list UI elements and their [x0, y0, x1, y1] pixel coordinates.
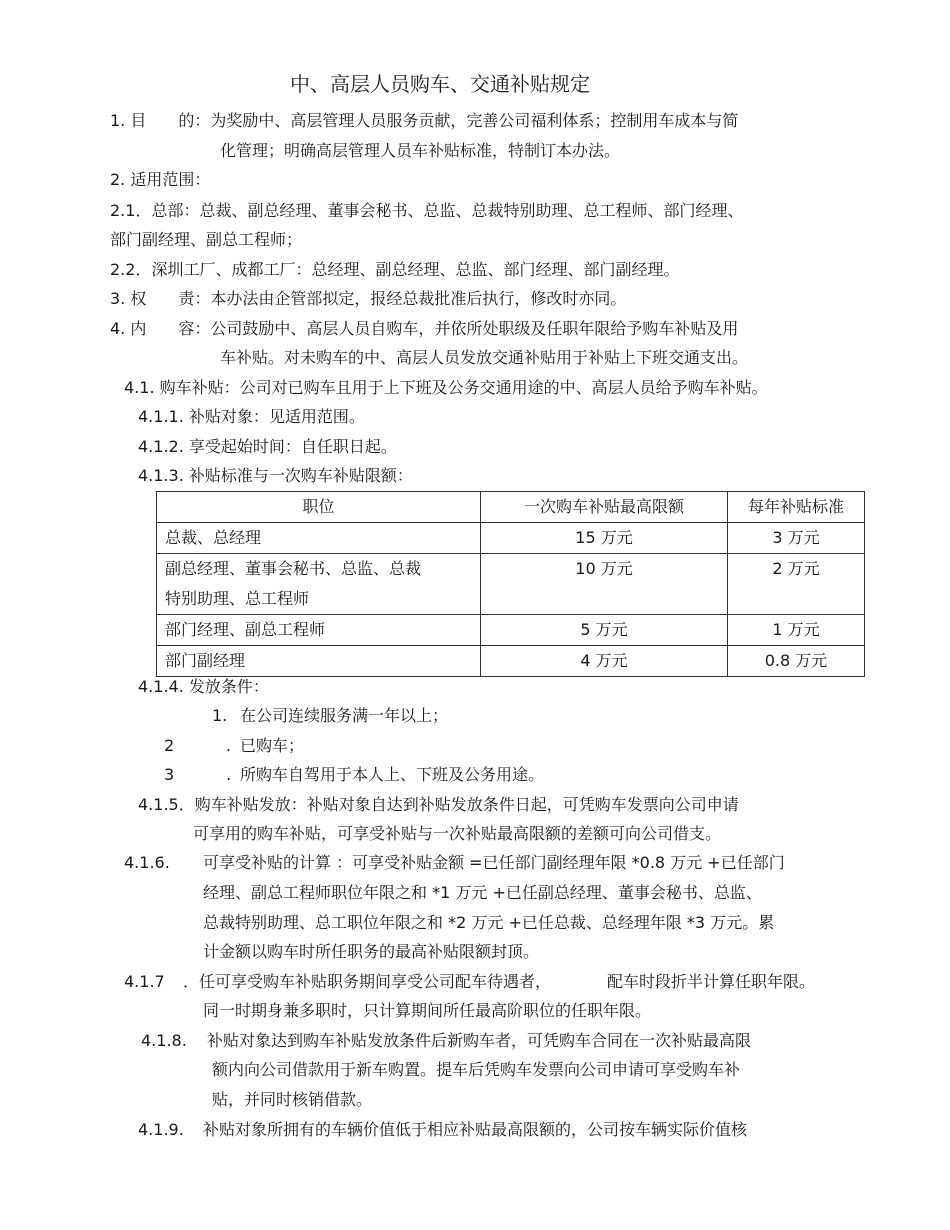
section-1-line-2: 化管理；明确高层管理人员车补贴标准，特制订本办法。 [220, 141, 621, 160]
condition-2-dot: . [226, 736, 232, 755]
section-4-1-9-line-1: 补贴对象所拥有的车辆价值低于相应补贴最高限额的，公司按车辆实际价值核 [203, 1120, 748, 1139]
cell-position-line-2: 特别助理、总工程师 [165, 589, 310, 608]
cell-annual-amount: 1 万元 [728, 615, 865, 646]
section-4-1-8-line-3: 贴，并同时核销借款。 [212, 1090, 373, 1109]
cell-max-amount: 4 万元 [481, 646, 728, 677]
section-2-1-line-2: 部门副经理、副总工程师； [110, 230, 303, 249]
condition-1-number: 1. [212, 706, 228, 725]
section-4-1-7-line-1b: 配车时段折半计算任职年限。 [607, 972, 816, 991]
section-4-1-5-line-1: 4.1.5．购车补贴发放：补贴对象自达到补贴发放条件日起，可凭购车发票向公司申请 [138, 795, 739, 814]
section-1-line-1: 1. 目 的：为奖励中、高层管理人员服务贡献，完善公司福利体系；控制用车成本与简 [110, 111, 739, 130]
table-row [157, 554, 865, 615]
section-4-1-9-number: 4.1.9. [138, 1120, 184, 1139]
header-annual-amount: 每年补贴标准 [728, 492, 865, 523]
condition-1-text: 在公司连续服务满一年以上； [240, 706, 449, 725]
section-4-line-2: 车补贴。对未购车的中、高层人员发放交通补贴用于补贴上下班交通支出。 [220, 348, 749, 367]
condition-3-number: 3 [164, 765, 175, 784]
table-row [157, 646, 865, 677]
section-4-1-8-line-1: 补贴对象达到购车补贴发放条件后新购车者，可凭购车合同在一次补贴最高限 [207, 1031, 752, 1050]
cell-annual-amount: 2 万元 [728, 554, 865, 615]
section-2-heading: 2. 适用范围： [110, 170, 211, 189]
section-4-1-5-line-2: 可享用的购车补贴，可享受补贴与一次补贴最高限额的差额可向公司借支。 [193, 824, 722, 843]
section-4-1-6-line-3: 总裁特别助理、总工职位年限之和 *2 万元 +已任总裁、总经理年限 *3 万元。累 [203, 913, 775, 932]
section-4-1-8-number: 4.1.8. [141, 1031, 187, 1050]
condition-3-dot: . [226, 765, 232, 784]
cell-position-line-1: 副总经理、董事会秘书、总监、总裁 [165, 559, 422, 578]
section-4-1-8-line-2: 额内向公司借款用于新车购置。提车后凭购车发票向公司申请可享受购车补 [212, 1060, 741, 1079]
cell-position: 总裁、总经理 [157, 523, 481, 554]
section-4-line-1: 4. 内 容：公司鼓励中、高层人员自购车，并依所处职级及任职年限给予购车补贴及用 [110, 319, 739, 338]
cell-max-amount: 5 万元 [481, 615, 728, 646]
section-2-2: 2.2．深圳工厂、成都工厂：总经理、副总经理、总监、部门经理、部门副经理。 [110, 260, 680, 279]
section-4-1-2: 4.1.2. 享受起始时间：自任职日起。 [138, 437, 397, 456]
header-position: 职位 [157, 492, 481, 523]
section-4-1-7-number: 4.1.7 [124, 972, 165, 991]
section-2-1-line-1: 2.1．总部：总裁、副总经理、董事会秘书、总监、总裁特别助理、总工程师、部门经理、 [110, 201, 744, 220]
section-4-1-1: 4.1.1. 补贴对象：见适用范围。 [138, 407, 365, 426]
cell-max-amount: 15 万元 [481, 523, 728, 554]
cell-position: 部门副经理 [157, 646, 481, 677]
section-4-1-6-number: 4.1.6. [124, 853, 170, 872]
subsidy-standard-table [156, 491, 865, 677]
section-4-1-6-line-4: 计金额以购车时所任职务的最高补贴限额封顶。 [203, 942, 540, 961]
section-4-1-6-line-2: 经理、副总工程师职位年限之和 *1 万元 +已任副总经理、董事会秘书、总监、 [203, 883, 762, 902]
page-title: 中、高层人员购车、交通补贴规定 [290, 72, 590, 96]
section-4-1: 4.1. 购车补贴：公司对已购车且用于上下班及公务交通用途的中、高层人员给予购车补贴。 [124, 378, 768, 397]
header-max-amount: 一次购车补贴最高限额 [481, 492, 728, 523]
cell-position: 部门经理、副总工程师 [157, 615, 481, 646]
table-row [157, 523, 865, 554]
section-4-1-7-line-1a: ．任可享受购车补贴职务期间享受公司配车待遇者， [183, 972, 552, 991]
cell-annual-amount: 3 万元 [728, 523, 865, 554]
condition-2-text: 已购车； [240, 736, 305, 755]
table-header-row [157, 492, 865, 523]
cell-max-amount: 10 万元 [481, 554, 728, 615]
cell-position [157, 554, 481, 615]
section-4-1-4: 4.1.4. 发放条件： [138, 677, 269, 696]
section-4-1-3: 4.1.3. 补贴标准与一次购车补贴限额： [138, 466, 413, 485]
section-3: 3. 权 责：本办法由企管部拟定，报经总裁批准后执行，修改时亦同。 [110, 289, 627, 308]
cell-annual-amount: 0.8 万元 [728, 646, 865, 677]
section-4-1-6-line-1: 可享受补贴的计算 ：可享受补贴金额 =已任部门副经理年限 *0.8 万元 +已任部门 [203, 853, 785, 872]
section-4-1-7-line-2: 同一时期身兼多职时，只计算期间所任最高阶职位的任职年限。 [203, 1001, 652, 1020]
table-row [157, 615, 865, 646]
condition-3-text: 所购车自驾用于本人上、下班及公务用途。 [240, 765, 545, 784]
condition-2-number: 2 [164, 736, 175, 755]
